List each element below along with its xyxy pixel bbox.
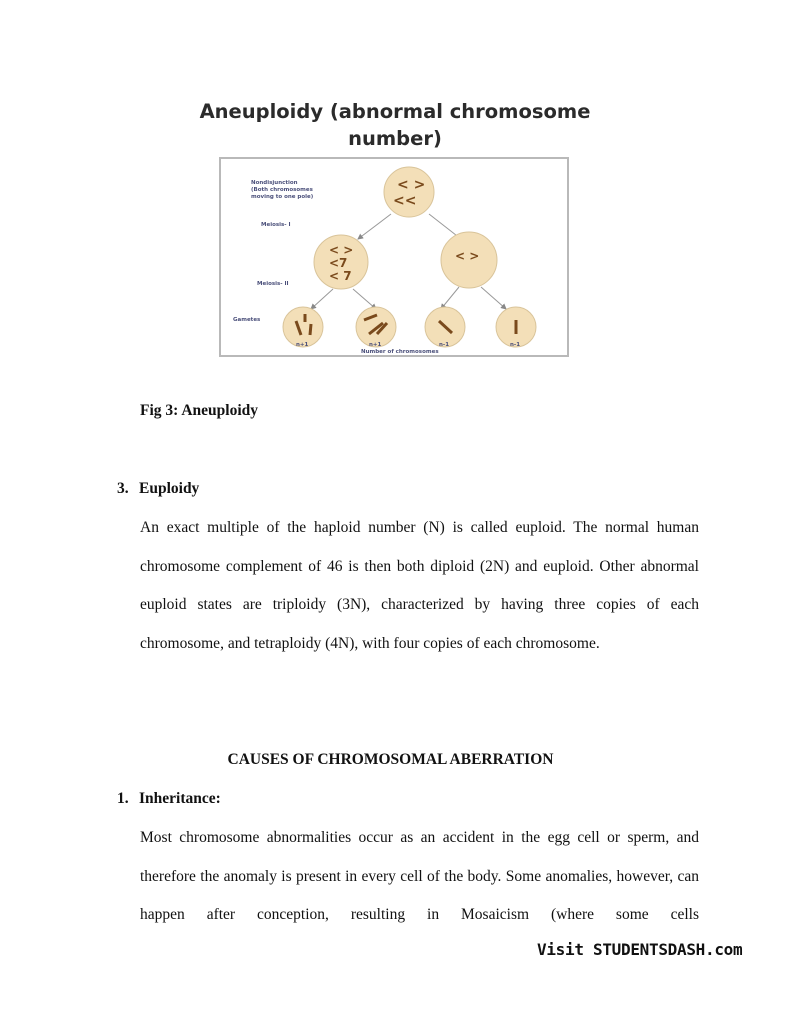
meiosis1-cell-left: [314, 235, 368, 289]
arrow-mr-1: [441, 287, 459, 309]
cause-title: Inheritance:: [139, 790, 221, 807]
aneuploidy-diagram-svg: [221, 159, 567, 355]
figure-title: [160, 98, 630, 152]
section-title: Euploidy: [139, 480, 200, 497]
svg-text:<<: <<: [393, 193, 417, 209]
arrow-top-left: [358, 214, 391, 239]
causes-heading: CAUSES OF CHROMOSOMAL ABERRATION: [227, 751, 554, 768]
gamete-count-2: n+1: [369, 342, 382, 348]
svg-text:< >: < >: [455, 249, 480, 263]
gamete-cell-2: [356, 307, 396, 347]
label-meiosis-2: Meiosis- II: [257, 281, 289, 287]
label-nondisjunction-3: moving to one pole): [251, 194, 314, 200]
gamete-count-1: n+1: [296, 342, 309, 348]
svg-text:< 7: < 7: [329, 269, 352, 283]
label-nondisjunction-2: (Both chromosomes: [251, 187, 313, 193]
cause-number: 1.: [117, 790, 129, 807]
label-gametes: Gametes: [233, 317, 261, 323]
paragraph-text: Most chromosome abnormalities occur as an accident in the egg cell or sperm, and therefore the anomaly is present in every cell of the body. Some anomalies, however, can happen after conception, resulting in Mosaicism (where some cells: [140, 829, 699, 923]
svg-text:<7: <7: [329, 256, 348, 270]
label-meiosis-1: Meiosis- I: [261, 222, 291, 228]
figure-caption: Fig 3: Aneuploidy: [140, 402, 258, 419]
parent-cell: [384, 167, 434, 217]
arrow-ml-1: [311, 289, 333, 309]
figure-title-line-2: number): [348, 127, 442, 150]
section-number: 3.: [117, 480, 129, 497]
paragraph-text: An exact multiple of the haploid number (N) is called euploid. The normal human chromosome complement of 46 is then both diploid (2N) and euploid. Other abnormal euploid states are triploidy (3N), characterized by having three copies of each chromosome, and tetraploidy (4N), with four copies of each chromosome.: [140, 519, 699, 652]
gamete-count-4: n-1: [510, 342, 521, 348]
arrow-mr-2: [481, 287, 506, 309]
svg-text:< >: < >: [397, 177, 426, 193]
gamete-cell-3: [425, 307, 465, 347]
label-x-axis: Number of chromosomes: [361, 349, 439, 355]
meiosis1-cell-right: [441, 232, 497, 288]
svg-text:< >: < >: [329, 243, 354, 257]
arrow-ml-2: [353, 289, 376, 309]
euploidy-paragraph: [140, 509, 699, 663]
aneuploidy-diagram: [219, 157, 569, 357]
section-euploidy-heading: [117, 480, 199, 498]
cause-inheritance-heading: [117, 790, 221, 808]
label-nondisjunction-1: Nondisjunction: [251, 180, 298, 186]
watermark-link[interactable]: Visit STUDENTSDASH.com: [537, 940, 743, 959]
gamete-cell-1: [283, 307, 323, 347]
gamete-cell-4: [496, 307, 536, 347]
inheritance-paragraph: [140, 819, 699, 935]
figure-title-line-1: Aneuploidy (abnormal chromosome: [199, 100, 591, 123]
gamete-count-3: n-1: [439, 342, 450, 348]
